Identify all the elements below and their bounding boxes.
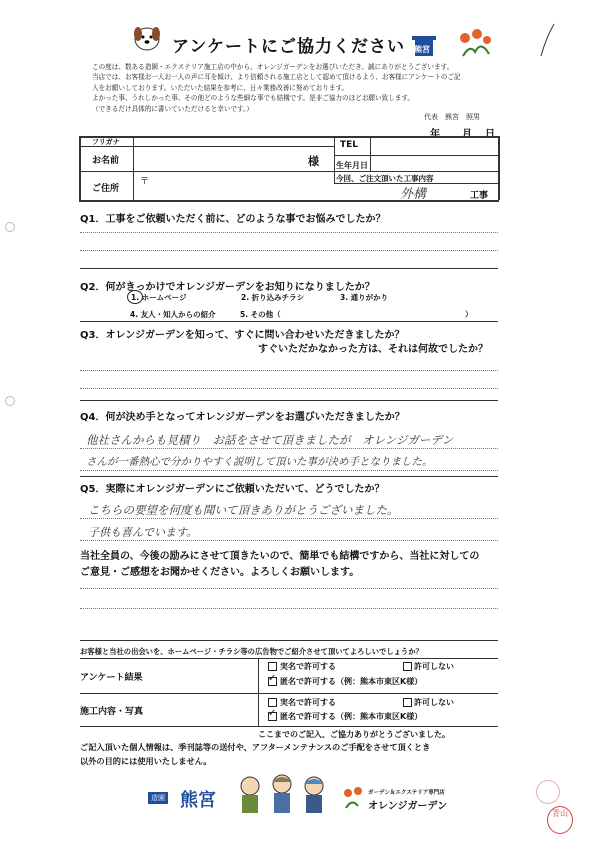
q3-sub: すぐいただかなかった方は、それは何故でしたか？ <box>258 344 488 355</box>
intro-line: この度は、数ある造園・エクステリア施工店の中から、オレンジガーデンをお選びいただき、誠にありがとうございます。 <box>92 63 454 71</box>
feedback-line2: ご意見・ご感想をお聞かせください。よろしくお願いします。 <box>80 567 360 578</box>
representative: 代表 熊宮 照男 <box>424 113 480 121</box>
flower-icon <box>455 26 495 58</box>
birth-field[interactable] <box>372 157 496 170</box>
binding-hole-mid <box>5 396 15 406</box>
tel-label: TEL <box>340 140 359 150</box>
q2-option-passing[interactable]: 3. 通りがかり <box>340 293 389 302</box>
q4-label: Q4．何が決め手となってオレンジガーデンをお選びいただきましたか？ <box>80 412 405 423</box>
date-day-label: 日 <box>485 129 495 140</box>
q2-option-other[interactable]: 5. その他（ <box>240 310 281 319</box>
q1-label: Q1．工事をご依頼いただく前に、どのような事でお悩みでしたか？ <box>80 214 386 225</box>
page-title: アンケートにご協力ください <box>172 37 405 57</box>
checkmark-icon: ✓ <box>268 708 277 719</box>
seal-stamp <box>547 806 573 834</box>
survey-real-label: 実名で許可する <box>280 662 336 671</box>
privacy-line1: ご記入頂いた個人情報は、季刊誌等の送付や、アフターメンテナンスのご手配をさせて頂くとき <box>80 742 431 752</box>
date-year-label: 年 <box>430 129 440 140</box>
intro-line: 入をお願いしております。いただいた結果を参考に、日々業務改善に努めております。 <box>92 83 349 92</box>
survey-real-checkbox[interactable] <box>268 662 277 671</box>
q2-label: Q2．何がきっかけでオレンジガーデンをお知りになりましたか？ <box>80 282 375 293</box>
privacy-line2: 以外の目的には使用いたしません。 <box>80 756 212 766</box>
permission-row-label: アンケート結果 <box>80 673 143 683</box>
intro-text <box>92 62 461 114</box>
mascot-dog-icon <box>130 22 164 52</box>
q2-option-homepage[interactable]: 1. ホームページ <box>131 293 187 302</box>
name-suffix: 様 <box>308 155 319 168</box>
address-field[interactable] <box>150 173 332 198</box>
q4-answer-line[interactable]: 他社さんからも見積り お話をさせて頂きましたが オレンジガーデン <box>86 433 454 447</box>
q3-label: Q3．オレンジガーデンを知って、すぐに問い合わせいただきましたか？ <box>80 330 405 341</box>
work-suffix: 工事 <box>470 191 489 201</box>
birth-label: 生年月日 <box>336 161 368 170</box>
footer-brand-left: 熊宮 <box>180 790 216 811</box>
feedback-line1: 当社全員の、今後の励みにさせて頂きたいので、簡単でも結構ですから、当社に対しての <box>80 551 480 562</box>
photo-deny-label: 許可しない <box>414 698 454 707</box>
survey-deny-checkbox[interactable] <box>403 662 412 671</box>
intro-line: 当店では、お客様お一人お一人の声に耳を傾け、より信頼される施工店として認めて頂けるよう、お客様にアンケートのご記 <box>92 73 461 82</box>
furigana-label: フリガナ <box>92 138 120 146</box>
orange-flower-icon <box>340 784 366 810</box>
faded-stamp-icon <box>536 780 560 804</box>
q5-label: Q5．実際にオレンジガーデンにご依頼いただいて、どうでしたか？ <box>80 484 385 495</box>
work-label: 今回、ご注文頂いた工事内容 <box>336 174 434 183</box>
seal-text: 青山 <box>552 809 568 818</box>
survey-anon-label: 匿名で許可する（例：熊本市東区K様） <box>280 677 423 686</box>
q2-option-referral[interactable]: 4. 友人・知人からの紹介 <box>130 310 216 319</box>
footer-badge: 造園 <box>148 792 168 804</box>
date-month-label: 月 <box>462 129 472 140</box>
q2-other-field[interactable] <box>300 307 460 319</box>
permission-row-label: 施工内容・写真 <box>80 707 144 717</box>
footer-brand-sub: ガーデン＆エクステリア専門店 <box>368 790 445 796</box>
q5-answer-line[interactable]: こちらの要望を何度も聞いて頂きありがとうございました。 <box>88 503 399 517</box>
address-label: ご住所 <box>92 184 120 194</box>
q5-answer-line[interactable]: 子供も喜んでいます。 <box>88 526 198 539</box>
permission-question: お客様と当社の出会いを、ホームページ・チラシ等の広告物でご紹介させて頂いてよろしいでしょうか？ <box>80 647 423 656</box>
photo-anon-label: 匿名で許可する（例：熊本市東区K様） <box>280 712 423 721</box>
q3-answer-field[interactable] <box>80 355 498 395</box>
name-field[interactable] <box>136 148 296 169</box>
q1-answer-field[interactable] <box>80 222 498 266</box>
pen-mark-icon <box>538 22 556 58</box>
tel-field[interactable] <box>372 138 496 153</box>
intro-line: （できるだけ具体的に書いていただけると幸いです。） <box>92 104 254 113</box>
thanks-text: ここまでのご記入、ご協力ありがとうございました。 <box>258 730 450 739</box>
postal-mark: 〒 <box>140 177 150 187</box>
feedback-field[interactable] <box>80 576 498 638</box>
q2-other-close: ） <box>465 310 473 319</box>
work-value[interactable]: 外構 <box>400 187 427 202</box>
staff-illustration-icon <box>235 772 330 818</box>
logo-text: 熊宮 <box>414 45 430 54</box>
checkmark-icon: ✓ <box>268 673 277 684</box>
q2-option-flyer[interactable]: 2. 折り込みチラシ <box>241 293 305 302</box>
survey-deny-label: 許可しない <box>414 662 454 671</box>
photo-deny-checkbox[interactable] <box>403 698 412 707</box>
photo-real-label: 実名で許可する <box>280 698 336 707</box>
photo-real-checkbox[interactable] <box>268 698 277 707</box>
name-label: お名前 <box>92 156 120 166</box>
footer-brand-right: オレンジガーデン <box>368 801 448 812</box>
q4-answer-line[interactable]: さんが一番熱心で分かりやすく説明して頂いた事が決め手となりました。 <box>86 456 433 468</box>
binding-hole-top <box>5 222 15 232</box>
intro-line: よかった事、うれしかった事、その他どのような些細な事でも結構です。是非ご協力のほどお願い致します。 <box>92 94 415 103</box>
